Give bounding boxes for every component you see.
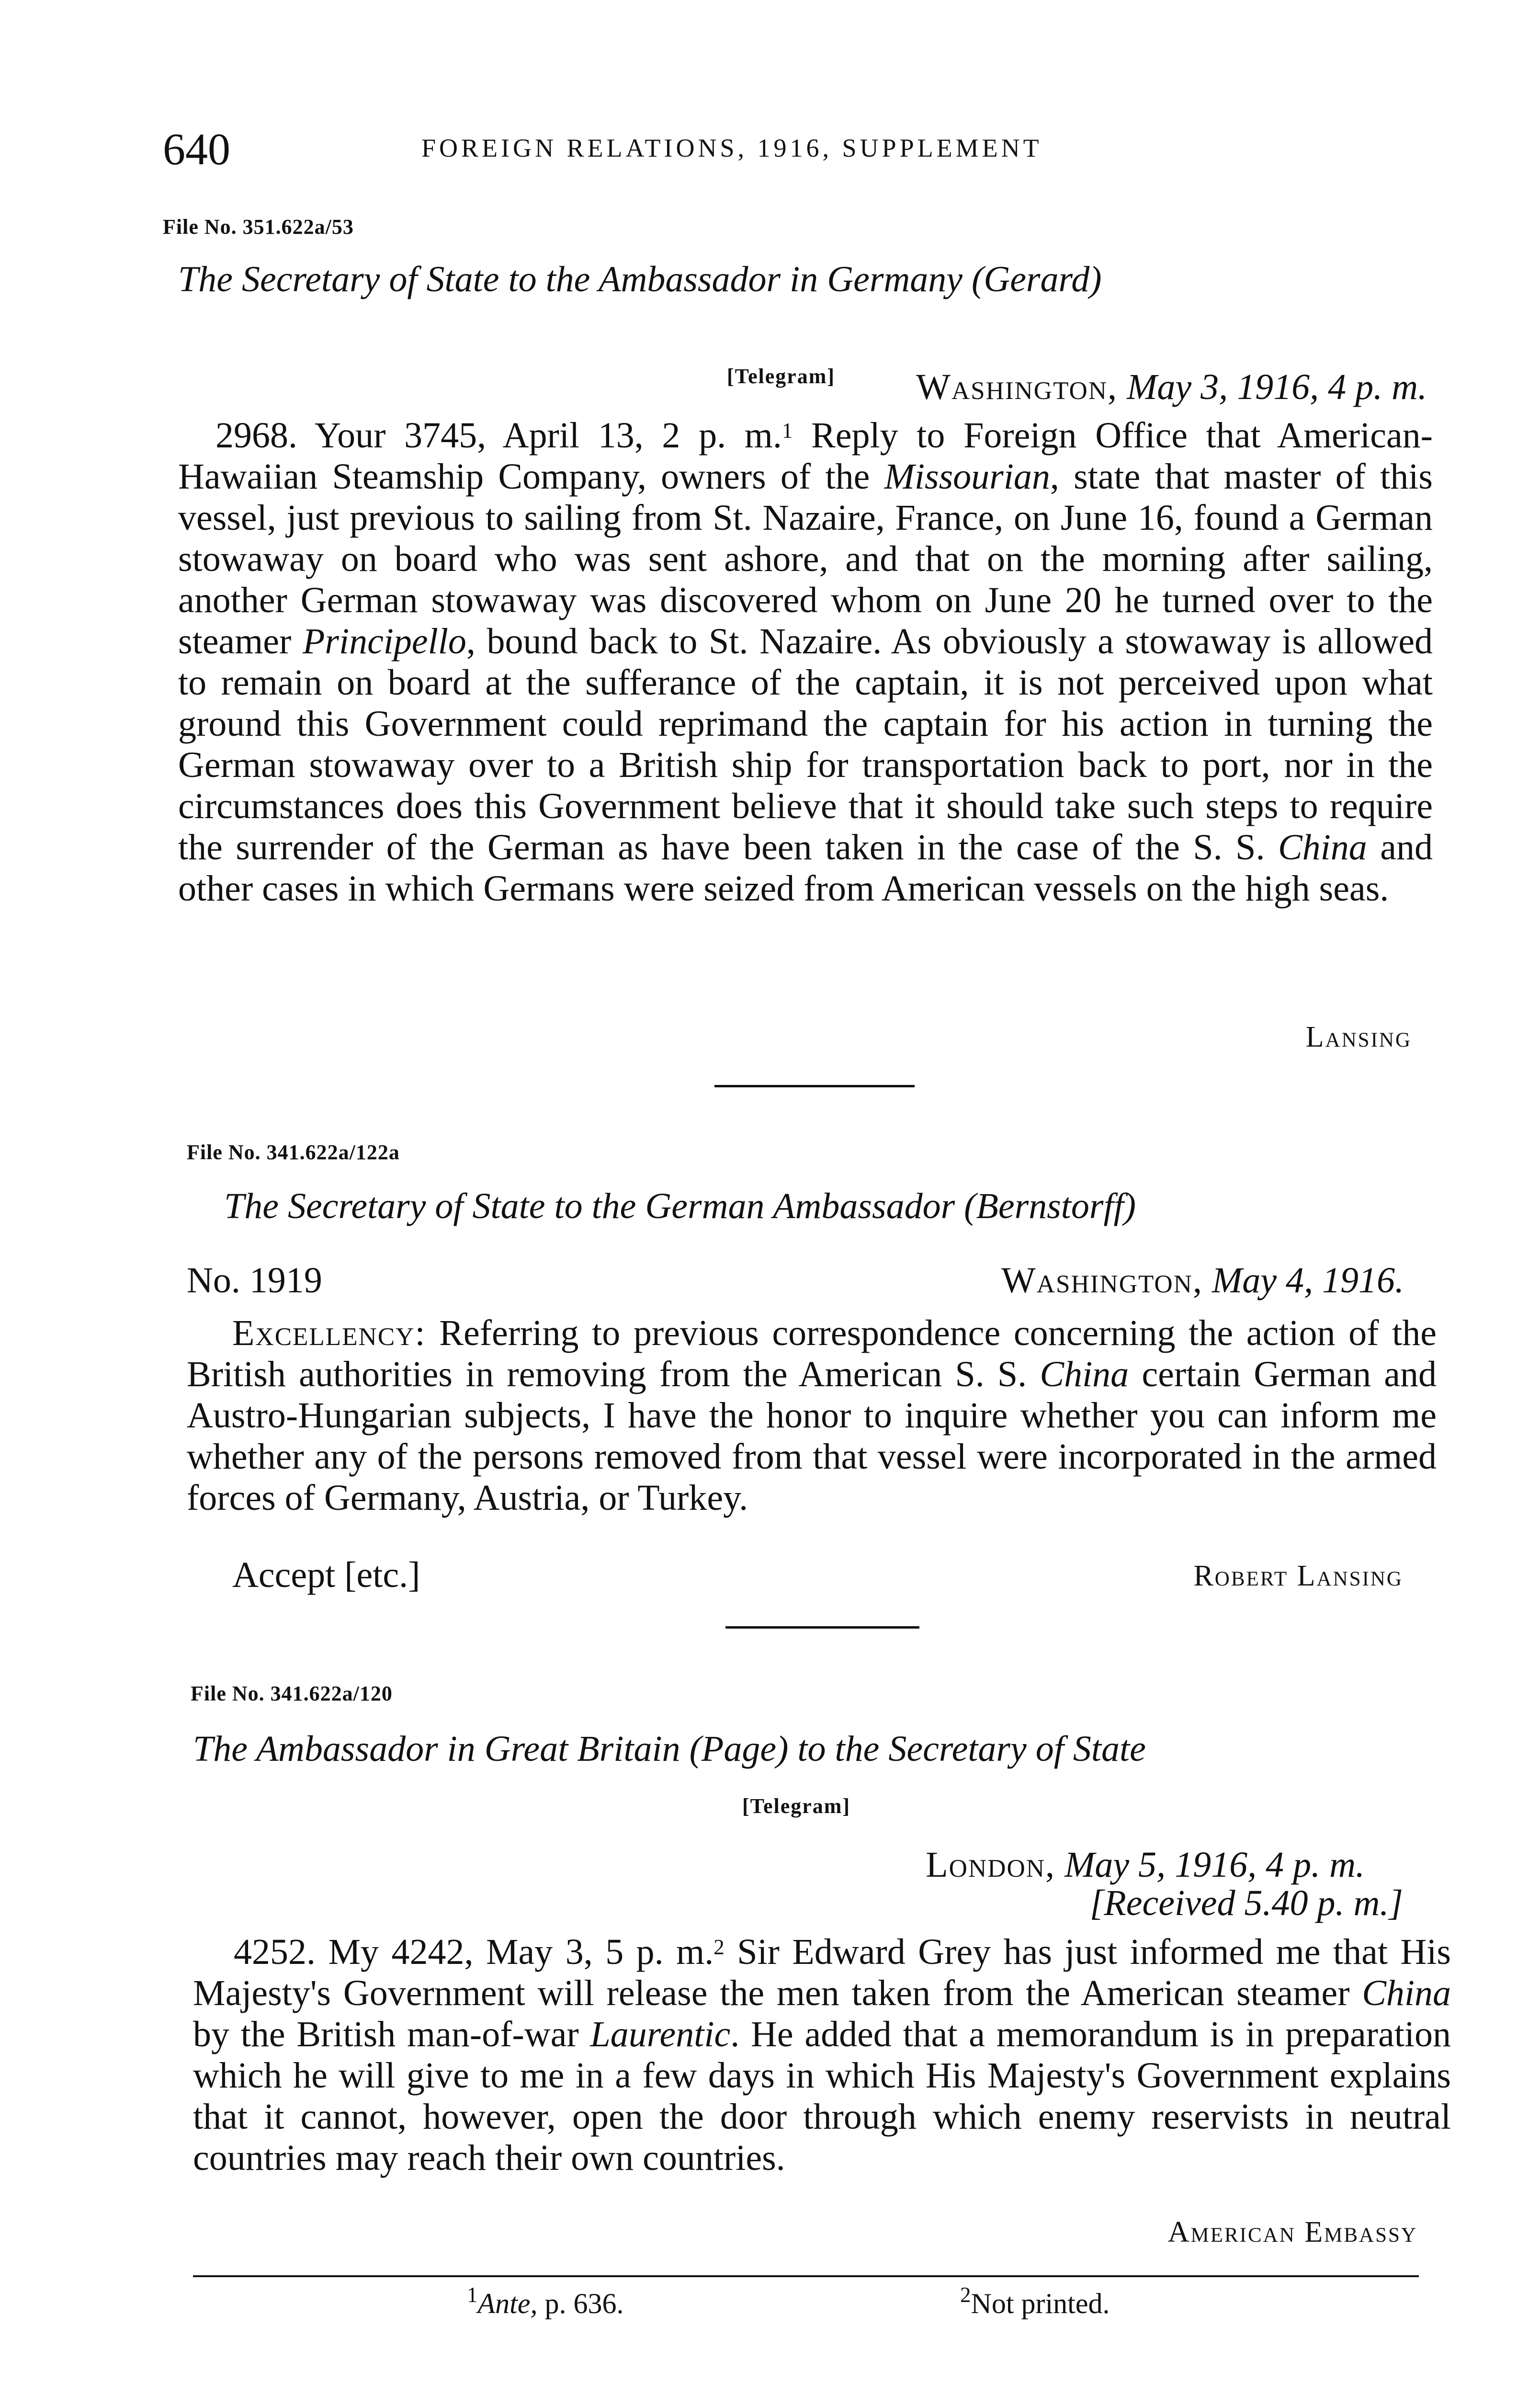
- dateline-date: May 3, 1916, 4 p. m.: [1127, 367, 1427, 407]
- dateline-place: London,: [926, 1845, 1056, 1885]
- vessel-name: Missourian: [884, 456, 1050, 497]
- closing: Accept [etc.]: [232, 1555, 420, 1595]
- body-text: . He added that a memorandum is in preparation which he will give to me in a few days in which His Majesty's Government explains that it cannot, however, open the door through which enemy reservists in neutral countries may reach their own countries.: [193, 2014, 1451, 2178]
- note-body: [187, 1312, 1437, 1518]
- body-text: Sir Edward Grey has just informed me that His Majesty's Government will release the men taken from the American steamer: [193, 1932, 1451, 2013]
- body-text: Reply to Foreign Office that American-Hawaiian Steamship Company, owners of the: [178, 415, 1433, 497]
- file-number: File No. 341.622a/120: [191, 1682, 393, 1705]
- telegram-tag: [Telegram]: [742, 1794, 851, 1818]
- document-title: The Secretary of State to the German Ambassador (Bernstorff): [224, 1186, 1136, 1226]
- signature: Lansing: [1305, 1021, 1412, 1053]
- vessel-name: China: [1362, 1973, 1451, 2013]
- footnote-marker: 2: [713, 1935, 725, 1959]
- body-text: , state that master of this vessel, just previous to sailing from St. Nazaire, France, on June 16, found a German stowaway on board who was sent ashore, and that on the morning after sailing, another German stowaway was discovered whom on June 20 he turned over to the steamer: [178, 456, 1433, 661]
- dateline: [718, 1844, 1365, 1886]
- footnote: [960, 2283, 1110, 2320]
- body-text: My 4242, May 3, 5 p. m.: [328, 1932, 714, 1972]
- dateline-place: Washington,: [916, 367, 1118, 407]
- vessel-name: Principello: [302, 621, 466, 661]
- dateline-date: May 5, 1916, 4 p. m.: [1064, 1845, 1365, 1885]
- footnote-text: Not printed.: [971, 2288, 1110, 2319]
- document-title: The Secretary of State to the Ambassador in Germany (Gerard): [178, 259, 1102, 299]
- dateline: [757, 1260, 1404, 1301]
- telegram-body: [193, 1931, 1451, 2178]
- body-text: , bound back to St. Nazaire. As obviously a stowaway is allowed to remain on board at the sufferance of the captain, it is not perceived upon what ground this Government could reprimand the captain for his action in turning the German stowaway over to a British ship for transportation back to port, nor in the circumstances does this Government believe that it should take such steps to require the surrender of the German as have been taken in the case of the S. S.: [178, 621, 1433, 867]
- signature: American Embassy: [1167, 2216, 1417, 2248]
- section-divider: [714, 1085, 915, 1087]
- body-text: Referring to previous correspondence concerning the action of the British authorities in removing from the American S. S.: [187, 1313, 1437, 1394]
- page-header: [163, 124, 1042, 175]
- received-time: [Received 5.40 p. m.]: [1089, 1883, 1403, 1923]
- salutation: Excellency:: [232, 1313, 426, 1353]
- page-number: 640: [163, 125, 230, 174]
- footnote-rule: [193, 2275, 1419, 2277]
- dateline-date: May 4, 1916.: [1212, 1260, 1404, 1300]
- file-number: File No. 351.622a/53: [163, 215, 354, 239]
- vessel-name: China: [1278, 827, 1367, 867]
- vessel-name: Laurentic: [590, 2014, 731, 2054]
- file-number: File No. 341.622a/122a: [187, 1140, 400, 1164]
- body-text: by the British man-of-war: [193, 2014, 590, 2054]
- footnote-text: p. 636.: [537, 2288, 624, 2319]
- section-divider: [725, 1626, 919, 1629]
- footnote-mark: 1: [467, 2283, 478, 2307]
- footnote-marker: 1: [781, 419, 793, 443]
- note-number: No. 1919: [187, 1260, 322, 1300]
- body-text: Your 3745, April 13, 2 p. m.: [314, 415, 782, 456]
- footnote-mark: 2: [960, 2283, 971, 2307]
- signature: Robert Lansing: [1193, 1560, 1403, 1592]
- dateline: [757, 366, 1427, 408]
- telegram-tag: [Telegram]: [727, 365, 836, 388]
- document-title: The Ambassador in Great Britain (Page) to the Secretary of State: [193, 1729, 1146, 1769]
- body-text: and other cases in which Germans were seized from American vessels on the high seas.: [178, 827, 1433, 909]
- footnote-text: Ante,: [477, 2288, 538, 2319]
- message-number: 4252.: [234, 1932, 316, 1972]
- vessel-name: China: [1040, 1354, 1129, 1394]
- footnote: [467, 2283, 624, 2320]
- telegram-body: [178, 415, 1433, 909]
- message-number: 2968.: [215, 415, 297, 456]
- body-text: certain German and Austro-Hungarian subjects, I have the honor to inquire whether you can inform me whether any of the persons removed from that vessel were incorporated in the armed forces of Germany, Austria, or Turkey.: [187, 1354, 1437, 1518]
- dateline-place: Washington,: [1001, 1260, 1203, 1300]
- running-title: FOREIGN RELATIONS, 1916, SUPPLEMENT: [421, 134, 1042, 162]
